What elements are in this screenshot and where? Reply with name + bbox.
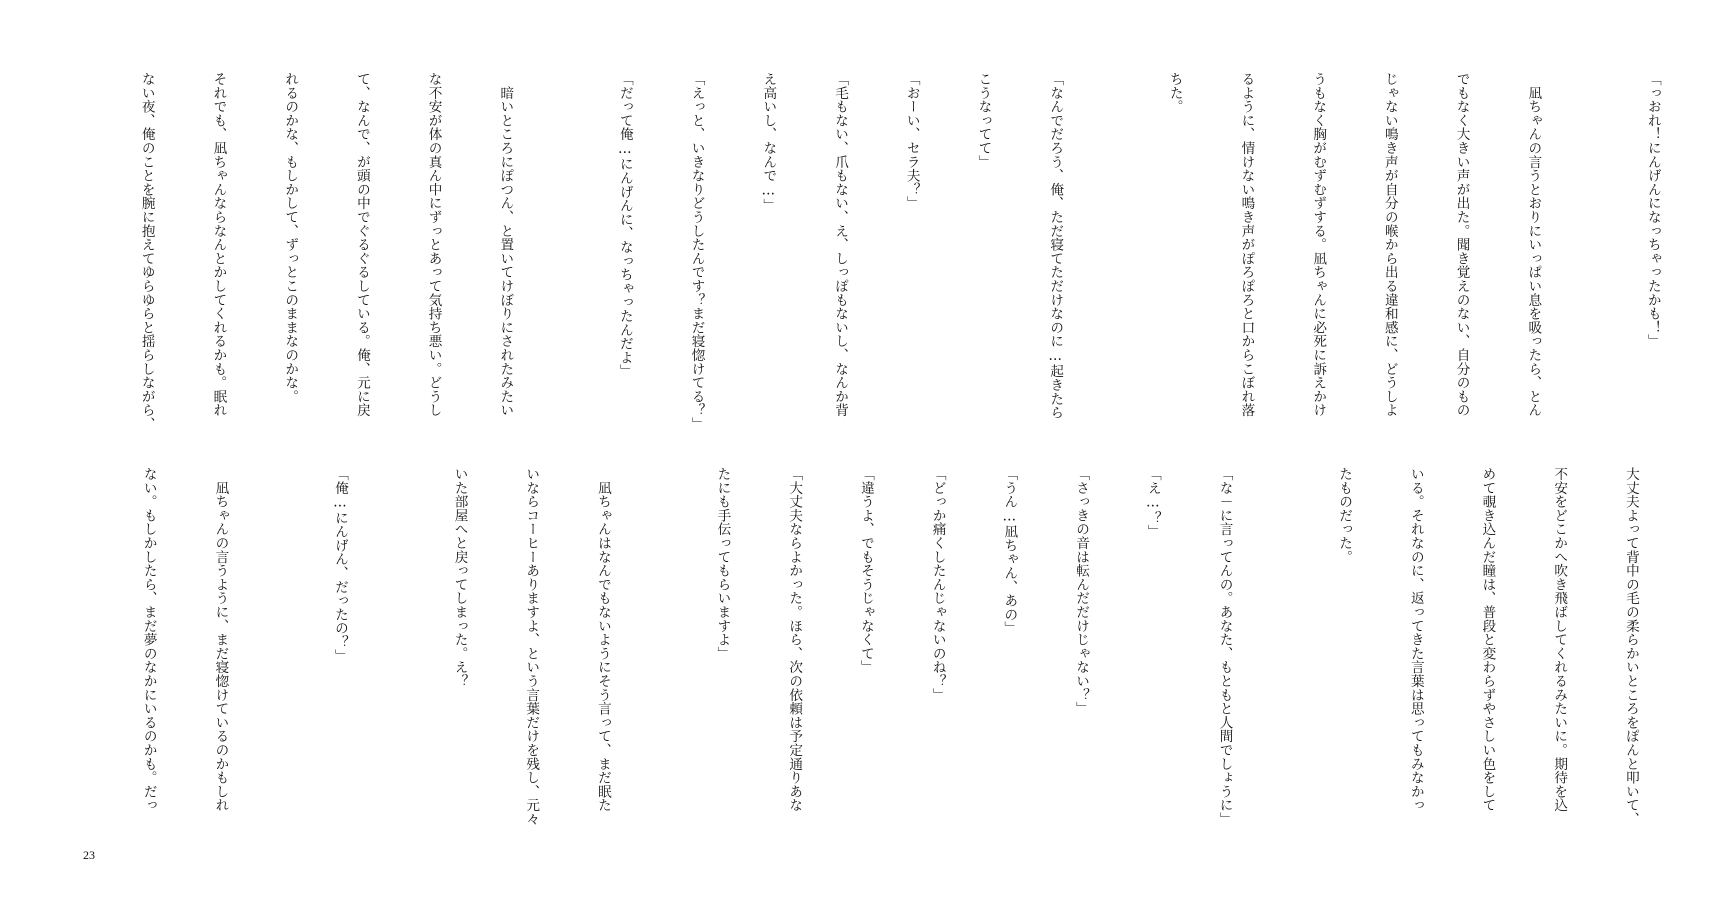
text-column: 「え…？」 <box>1144 467 1161 539</box>
text-column: 「毛もない、爪もない、え、しっぽもないし、なんか背 <box>832 72 848 417</box>
text-column: 凪ちゃんの言うように、まだ寝惚けているのかもしれ <box>212 467 229 812</box>
text-column: ちた。 <box>1166 72 1183 114</box>
text-column: 「おーい、セラ夫？」 <box>903 72 920 210</box>
text-column: 「違うよ、でもそうじゃなくて」 <box>857 467 874 674</box>
text-column: 暗いところにぽつん、と置いてけぼりにされたみたい <box>497 72 514 417</box>
text-column: 「な－に言ってんの。あなた、もともと人間でしょうに」 <box>1216 467 1233 826</box>
text-column: 「なんでだろう、俺、ただ寝てただけなのに…起きたら <box>1047 72 1064 420</box>
text-column: 「大丈夫ならよかった。ほら、次の依頼は予定通りあな <box>786 467 803 812</box>
text-column: 凪ちゃんはなんでもないようにそう言って、まだ眠た <box>594 467 611 812</box>
text-column: めて覗き込んだ瞳は、普段と変わらずやさしい色をして <box>1479 467 1496 812</box>
page-number: 23 <box>83 848 95 862</box>
text-column: な不安が体の真ん中にずっとあって気持ち悪い。どうし <box>425 72 442 417</box>
text-column: じゃない鳴き声が自分の喉から出る違和感に、どうしよ <box>1381 72 1398 417</box>
text-column: 「どっか痛くしたんじゃないのね？」 <box>929 467 946 702</box>
lower-text-block <box>88 467 1690 826</box>
text-column: いた部屋へと戻ってしまった。え？ <box>451 467 468 688</box>
text-column: 「うん…凪ちゃん、あの」 <box>1001 467 1018 635</box>
text-column: 「えっと、いきなりどうしたんです？まだ寝惚けてる？」 <box>688 72 705 431</box>
text-column: て、なんで、が頭の中でぐるぐるしている。俺、元に戻 <box>353 72 370 417</box>
text-column: いならコーヒーありますよ、という言葉だけを残し、元々 <box>523 467 540 826</box>
text-column: うもなく胸がむずむずする。凪ちゃんに必死に訴えかけ <box>1310 72 1327 417</box>
text-column: 「俺…にんげん、だったの？」 <box>331 467 348 663</box>
text-column: るように、情けない鳴き声がぽろぽろと口からこぼれ落 <box>1238 72 1255 417</box>
text-column: れるのかな、もしかして、ずっとこのままなのかな。 <box>282 72 299 404</box>
text-column: 「っおれ！にんげんになっちゃったかも！」 <box>1644 72 1661 348</box>
text-column: こうなってて」 <box>975 72 992 169</box>
text-column: それでも、凪ちゃんならなんとかしてくれるかも。眠れ <box>210 72 227 417</box>
text-column: 「さっきの音は転んだだけじゃない？」 <box>1073 467 1090 716</box>
text-column: ない。もしかしたら、まだ夢のなかにいるのかも。だっ <box>140 467 157 812</box>
text-column: え高いし、なんで…」 <box>760 72 777 213</box>
text-column: たものだった。 <box>1336 467 1353 564</box>
text-column: たにも手伝ってもらいますよ」 <box>714 467 731 661</box>
text-column: 凪ちゃんの言うとおりにいっぱい息を吸ったら、とん <box>1525 72 1542 417</box>
text-column: いる。それなのに、返ってきた言葉は思ってもみなかっ <box>1407 467 1424 812</box>
text-column: 不安をどこかへ吹き飛ばしてくれるみたいに。期待を込 <box>1551 467 1568 812</box>
text-column: 大丈夫よって背中の毛の柔らかいところをぽんと叩いて、 <box>1622 467 1639 826</box>
text-column: ない夜、俺のことを腕に抱えてゆらゆらと揺らしながら、 <box>138 72 155 431</box>
upper-text-block <box>86 72 1712 431</box>
text-column: でもなく大きい声が出た。聞き覚えのない、自分のもの <box>1453 72 1470 417</box>
text-column: 「だって俺…にんげんに、なっちゃったんだよ」 <box>616 72 633 378</box>
